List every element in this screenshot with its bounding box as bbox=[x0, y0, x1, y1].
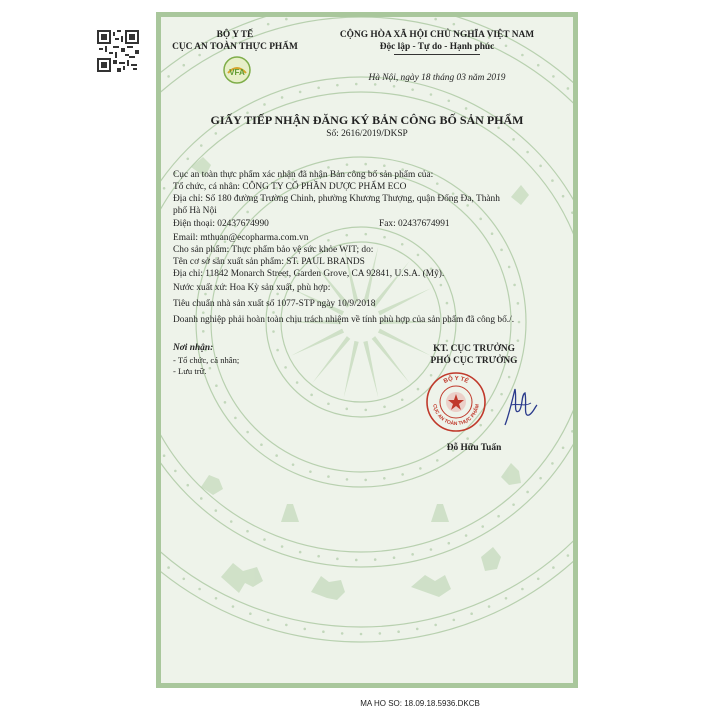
body-line: Địa chỉ: 11842 Monarch Street, Garden Grove, CA 92841, U.S.A. (Mỹ). bbox=[173, 269, 445, 279]
body-line: Cho sản phẩm: Thực phẩm bảo vệ sức khỏe WIT; do: bbox=[173, 245, 374, 255]
body-line: Địa chỉ: Số 180 đường Trường Chinh, phường Khương Thượng, quận Đống Đa, Thành bbox=[173, 194, 500, 204]
document-title: GIẤY TIẾP NHẬN ĐĂNG KÝ BẢN CÔNG BỐ SẢN PHẨM bbox=[210, 113, 524, 127]
recipients-heading: Nơi nhận: bbox=[173, 343, 214, 353]
body-line: Tổ chức, cá nhân: CÔNG TY CỔ PHẦN DƯỢC PHẨM ECO bbox=[173, 182, 407, 192]
qr-code-icon bbox=[97, 30, 139, 72]
signature-title: KT. CỤC TRƯỞNG bbox=[433, 344, 515, 354]
dossier-code: MA HO SO: 18.09.18.5936.DKCB bbox=[360, 699, 480, 708]
body-line: Tên cơ sở sản xuất sản phẩm: ST. PAUL BRANDS bbox=[173, 257, 365, 267]
body-line: Doanh nghiệp phải hoàn toàn chịu trách nhiệm về tính phù hợp của sản phẩm đã công bố./. bbox=[173, 315, 515, 325]
issue-date: Hà Nội, ngày 18 tháng 03 năm 2019 bbox=[368, 73, 506, 83]
logo-text: VFA bbox=[229, 68, 245, 77]
fax-line: Fax: 02437674991 bbox=[379, 219, 450, 229]
republic-name: CỘNG HÒA XÃ HỘI CHỦ NGHĨA VIỆT NAM bbox=[339, 30, 535, 40]
vfa-logo-icon bbox=[222, 55, 252, 85]
body-line: Nước xuất xứ: Hoa Kỳ sản xuất, phù hợp: bbox=[173, 283, 331, 293]
body-line: phố Hà Nội bbox=[173, 206, 217, 216]
agency-name: CỤC AN TOÀN THỰC PHẨM bbox=[172, 42, 298, 52]
official-stamp-icon bbox=[425, 371, 487, 433]
stamp-bottom-text: CỤC AN TOÀN THỰC PHẨM bbox=[431, 403, 481, 428]
signature-icon bbox=[499, 385, 539, 429]
body-line: Cục an toàn thực phẩm xác nhận đã nhận Bản công bố sản phẩm của: bbox=[173, 170, 434, 180]
svg-text:BỘ Y TẾ bbox=[443, 374, 470, 385]
body-line: Tiêu chuẩn nhà sản xuất số 1077-STP ngày 10/9/2018 bbox=[173, 299, 376, 309]
phone-line: Điện thoại: 02437674990 bbox=[173, 219, 269, 229]
certificate bbox=[156, 12, 578, 688]
signer-name: Đỗ Hữu Tuấn bbox=[446, 443, 502, 453]
recipient-item: - Tổ chức, cá nhân; bbox=[173, 355, 240, 365]
motto-underline bbox=[394, 54, 480, 55]
motto: Độc lập - Tự do - Hạnh phúc bbox=[379, 42, 495, 52]
recipient-item: - Lưu trữ. bbox=[173, 366, 207, 376]
ministry-name: BỘ Y TẾ bbox=[216, 30, 254, 40]
stamp-top-text: BỘ Y TẾ bbox=[442, 375, 470, 385]
document-number: Số: 2616/2019/DKSP bbox=[326, 129, 408, 139]
signature-subtitle: PHÓ CỤC TRƯỞNG bbox=[430, 356, 518, 366]
email-line: Email: mthuan@ecopharma.com.vn bbox=[173, 233, 309, 243]
